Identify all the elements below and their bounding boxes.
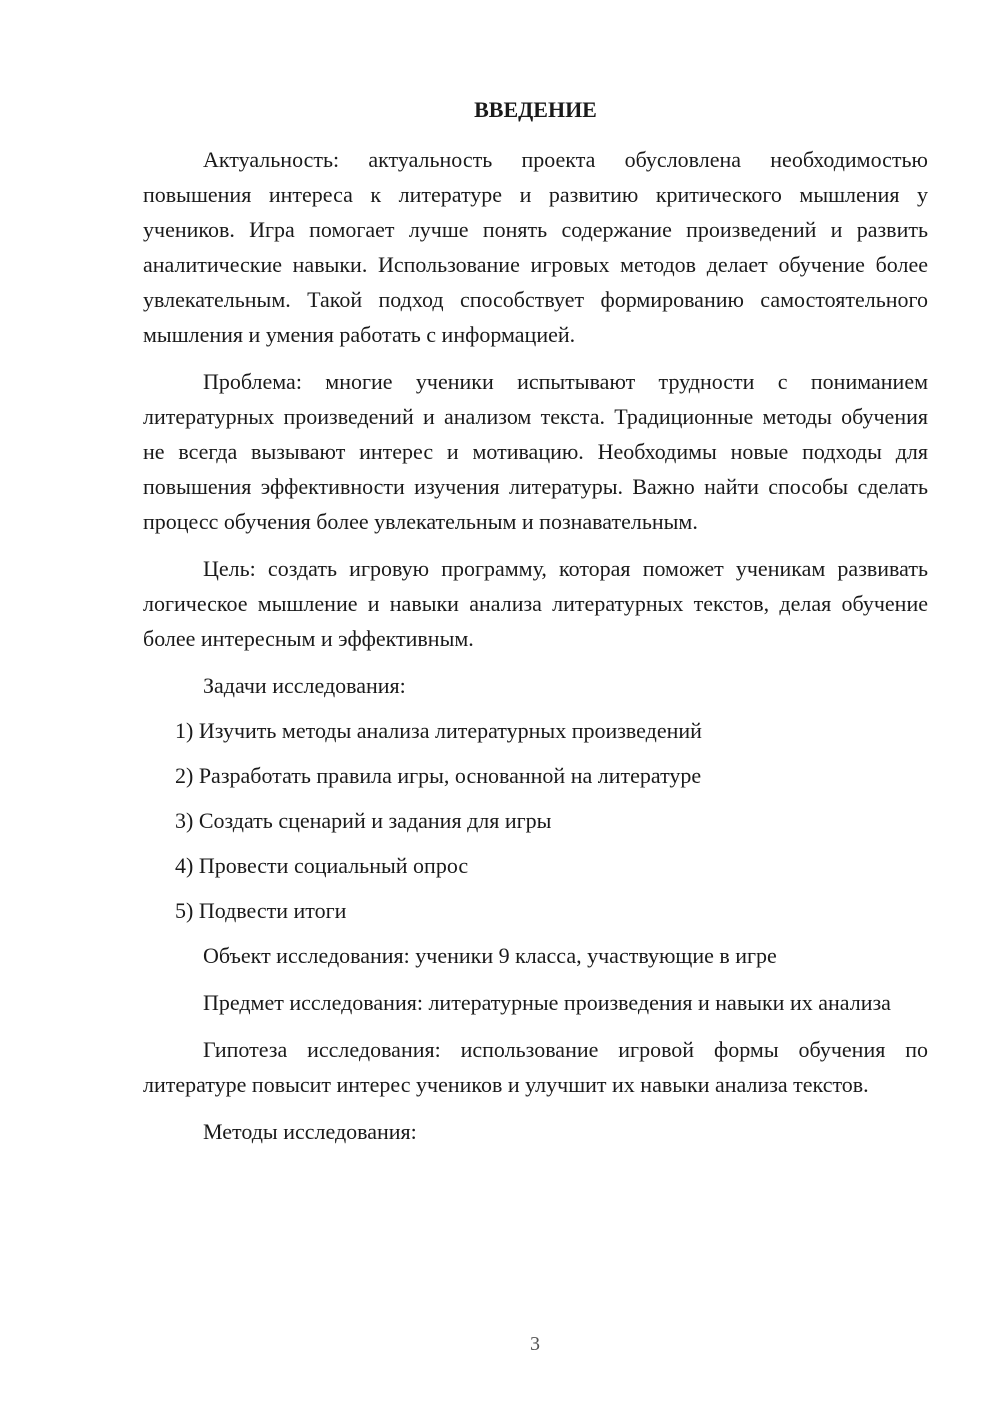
list-item: 5) Подвести итоги [175,898,347,923]
problem-paragraph: Проблема: многие ученики испытывают трудности с пониманием литературных произведений и анализом текста. Традиционные методы обучения не всегда вызывают интерес и мотивацию. Необходимы новые подходы для повышения эффективности изучения литературы. Важно найти способы сделать процесс обучения более увлекательным и познавательным. [143,369,928,534]
section-title: ВВЕДЕНИЕ [474,97,597,122]
tasks-heading: Задачи исследования: [203,673,406,698]
list-item: 4) Провести социальный опрос [175,853,469,878]
hypothesis-paragraph: Гипотеза исследования: использование игровой формы обучения по литературе повысит интерес учеников и улучшит их навыки анализа текстов. [143,1037,928,1097]
list-item: 3) Создать сценарий и задания для игры [175,808,552,833]
subject-paragraph: Предмет исследования: литературные произведения и навыки их анализа [203,990,891,1015]
tasks-list [143,713,928,928]
object-paragraph: Объект исследования: ученики 9 класса, участвующие в игре [203,943,777,968]
relevance-paragraph: Актуальность: актуальность проекта обусловлена необходимостью повышения интереса к литературе и развитию критического мышления у учеников. Игра помогает лучше понять содержание произведений и развить аналитические навыки. Использование игровых методов делает обучение более увлекательным. Такой подход способствует формированию самостоятельного мышления и умения работать с информацией. [143,147,928,347]
list-item: 1) Изучить методы анализа литературных произведений [175,718,702,743]
methods-heading: Методы исследования: [203,1119,417,1144]
document-page [143,92,928,1159]
goal-paragraph: Цель: создать игровую программу, которая поможет ученикам развивать логическое мышление и навыки анализа литературных текстов, делая обучение более интересным и эффективным. [143,556,928,651]
list-item: 2) Разработать правила игры, основанной на литературе [175,763,702,788]
page-number: 3 [530,1333,540,1355]
